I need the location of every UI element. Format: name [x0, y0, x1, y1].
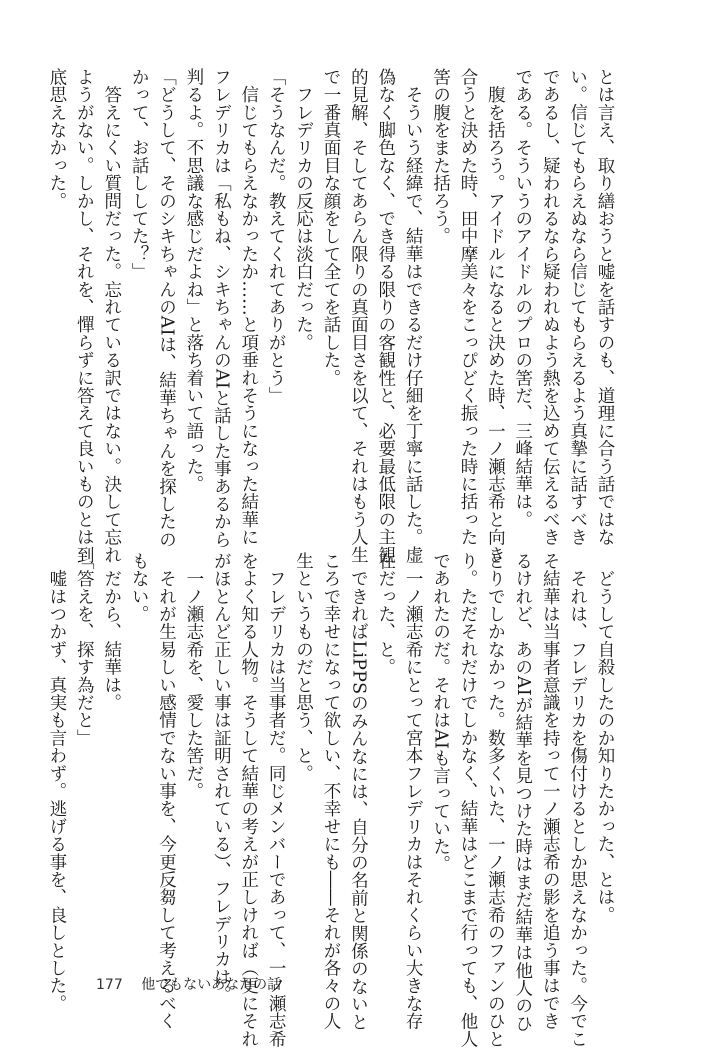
lower-text-line: だから、結華は。 — [101, 552, 122, 712]
lower-text-line: できればLiPPSのみんなには、自分の名前と関係のないと — [348, 552, 369, 1031]
upper-text-line: 底思えなかった。 — [46, 68, 67, 210]
upper-text-line: 筈の腹をまた括ろう。 — [430, 68, 451, 245]
lower-text-line: をよく知る人物。そうして結華の考えが正しければ（更にそれ — [238, 552, 259, 1048]
upper-text-line: 判るよ。不思議な感じだよね」と落ち着いて語った。 — [183, 68, 204, 493]
lower-text-line: であれたのだ。それはAIも言っていた。 — [430, 552, 451, 873]
lower-text-line: るけれど、あのAIが結華を見つけた時はまだ結華は他人のひ — [512, 552, 533, 1033]
upper-text-line: ようがない。しかし、それを、憚らずに答えて良いものとは到 — [74, 68, 95, 564]
upper-text-line: 的見解、そしてあらん限りの真面目さを以て、それはもう人生 — [348, 68, 369, 564]
upper-text-line: 腹を括ろう。アイドルになると決めた時、一ノ瀬志希と向き — [485, 68, 506, 564]
upper-text-line: 「どうして、そのシキちゃんのAIは、結華ちゃんを探したの — [156, 68, 177, 549]
upper-text-line: 「そうなんだ。教えてくれてありがとう」 — [266, 68, 287, 405]
upper-text-line: 答えにくい質問だった。忘れている訳ではない。決して忘れ — [101, 68, 122, 564]
page-footer — [96, 975, 281, 995]
upper-text-line: フレデリカは「私もね、シキちゃんのAIと話した事あるから — [211, 68, 232, 549]
lower-text-line: フレデリカは当事者だ。同じメンバーであって、一ノ瀬志希 — [266, 552, 287, 1048]
lower-text-line: 「答えを、探す為だと」 — [74, 552, 95, 747]
upper-text-line: 信じてもらえなかったか……と項垂れそうになった結華に — [238, 68, 259, 546]
upper-text-line: い。信じてもらえぬなら信じてもらえるよう真摯に話すべき — [567, 68, 588, 546]
lower-text-line: がほとんど正しい事は証明されている）、フレデリカは。 — [211, 552, 232, 1004]
upper-text-line: で一番真面目な顔をして全てを話した。 — [320, 68, 341, 387]
upper-text-line: であるし、疑われるなら疑われぬよう熱を込めて伝えるべき — [540, 68, 561, 546]
upper-text-line: とは言え、取り繕おうと嘘を話すのも、道理に合う話ではな — [595, 68, 615, 546]
upper-text-line: である。そういうのアイドルのプロの筈だ、三峰結華は。 — [512, 68, 533, 529]
lower-text-line: とりでしかなかった。数多くいた、一ノ瀬志希のファンのひと — [485, 552, 506, 1048]
upper-text-line: かって、お話ししてた？」 — [129, 68, 150, 281]
lower-text-line: そ結華は当事者意識を持って一ノ瀬志希の影を追う事はでき — [540, 552, 561, 1030]
upper-text-block — [42, 68, 618, 564]
lower-text-line: 一ノ瀬志希を、愛した筈だ。 — [183, 552, 204, 800]
lower-text-line: もない。 — [129, 552, 150, 623]
upper-text-line: フレデリカの反応は淡白だった。 — [293, 68, 314, 352]
lower-text-line: 一ノ瀬志希にとって宮本フレデリカはそれくらい大きな存 — [403, 552, 424, 1030]
upper-text-line: 偽なく脚色なく、でき得る限りの客観性と、必要最低限の主観 — [375, 68, 396, 564]
lower-text-line: り。ただそれだけでしかなく、結華はどこまで行っても、他人 — [457, 552, 478, 1048]
lower-text-line: ころで幸せになって欲しい、不幸せにも――それが各々の人 — [320, 552, 341, 1030]
lower-text-line: それが生易しい感情でない事を、今更反芻して考えるべく — [156, 552, 177, 1030]
lower-text-line: 在だった、と。 — [375, 552, 396, 676]
upper-text-line: 合うと決めた時、田中摩美々をこっぴどく振った時に括った — [457, 68, 478, 546]
lower-text-line: 嘘はつかず、真実も言わず。逃げる事を、良しとした。 — [46, 552, 67, 1013]
upper-text-line: そういう経緯で、結華はできるだけ仔細を丁寧に話した。虚 — [403, 68, 424, 564]
lower-text-line: それは、フレデリカを傷付けるとしか思えなかった。今でこ — [567, 552, 588, 1048]
lower-text-line: 生というものだと思う、と。 — [293, 552, 314, 783]
running-title: 他でもないあなたの話 — [141, 977, 282, 993]
lower-text-line: どうして自殺したのか知りたかった、とは。 — [595, 552, 615, 924]
page-number: 177 — [96, 977, 123, 993]
